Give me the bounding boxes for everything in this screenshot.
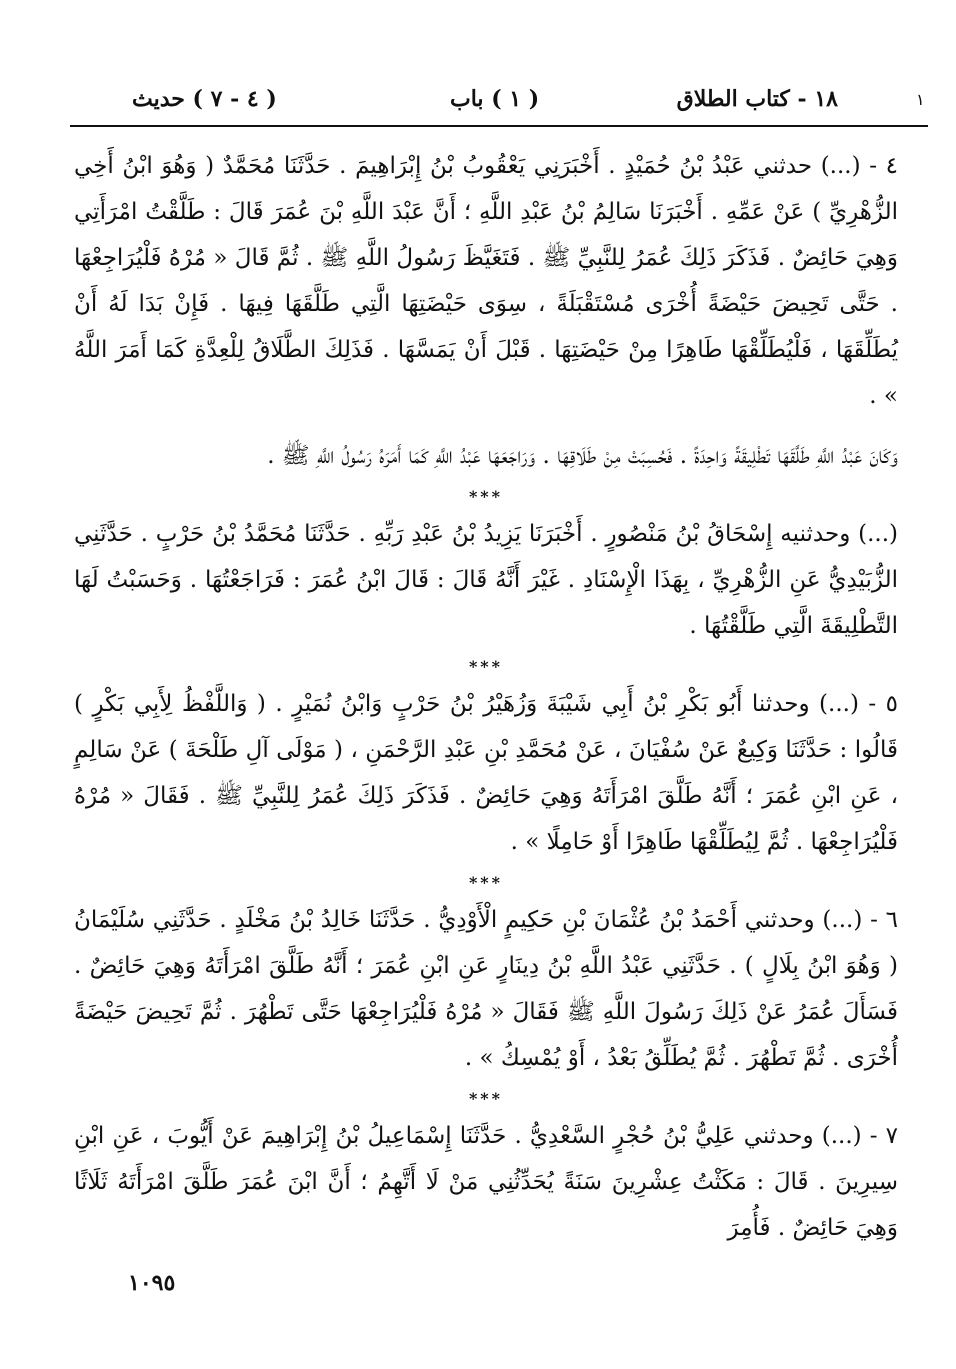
hadith-4-note-paragraph: وَكَانَ عَبْدُ اللَّهِ طَلَّقَهَا تَطْلِيقَةً وَاحِدَةً . فَحُسِبَتْ مِنْ طَلَاقِهَا . وَرَاجَعَهَا عَبْدُ اللَّهِ كَمَا أَمَرَهُ رَسُولُ اللَّهِ ﷺ . [267, 443, 898, 469]
section-separator: *** [468, 487, 504, 506]
hadith-text-body [74, 143, 898, 1265]
section-separator: *** [468, 657, 504, 676]
hadith-5-paragraph: ٥ - (...) وحدثنا أَبُو بَكْرِ بْنُ أَبِي شَيْبَةَ وَزُهَيْرُ بْنُ حَرْبٍ وَابْنُ نُمَيْرٍ . ( وَاللَّفْظُ لِأَبِي بَكْرٍ ) قَالُوا : حَدَّثَنَا وَكِيعٌ عَنْ سُفْيَانَ ، عَنْ مُحَمَّدِ بْنِ عَبْدِ الرَّحْمَنِ ، ( مَوْلَى آلِ طَلْحَةَ ) عَنْ سَالِمٍ ، عَنِ ابْنِ عُمَرَ ؛ أَنَّهُ طَلَّقَ امْرَأَتَهُ وَهِيَ حَائِضٌ . فَذَكَرَ ذَلِكَ عُمَرُ لِلنَّبِيِّ ﷺ . فَقَالَ « مُرْهُ فَلْيُرَاجِعْهَا . ثُمَّ لِيُطَلِّقْهَا طَاهِرًا أَوْ حَامِلًا » . [74, 691, 898, 855]
header-chapter: ( ١ ) باب [450, 86, 540, 112]
running-header [70, 86, 930, 120]
hadith-4-paragraph: ٤ - (...) حدثني عَبْدُ بْنُ حُمَيْدٍ . أَخْبَرَنِي يَعْقُوبُ بْنُ إِبْرَاهِيمَ . حَدَّثَنَا مُحَمَّدٌ ( وَهُوَ ابْنُ أَخِي الزُّهْرِيِّ ) عَنْ عَمِّهِ . أَخْبَرَنَا سَالِمُ بْنُ عَبْدِ اللَّهِ ؛ أَنَّ عَبْدَ اللَّهِ بْنَ عُمَرَ قَالَ : طَلَّقْتُ امْرَأَتِي وَهِيَ حَائِضٌ . فَذَكَرَ ذَلِكَ عُمَرُ لِلنَّبِيِّ ﷺ . فَتَغَيَّظَ رَسُولُ اللَّهِ ﷺ . ثُمَّ قَالَ « مُرْهُ فَلْيُرَاجِعْهَا . حَتَّى تَحِيضَ حَيْضَةً أُخْرَى مُسْتَقْبَلَةً ، سِوَى حَيْضَتِهَا الَّتِي طَلَّقَهَا فِيهَا . فَإِنْ بَدَا لَهُ أَنْ يُطَلِّقَهَا ، فَلْيُطَلِّقْهَا طَاهِرًا مِنْ حَيْضَتِهَا . قَبْلَ أَنْ يَمَسَّهَا . فَذَلِكَ الطَّلَاقُ لِلْعِدَّةِ كَمَا أَمَرَ اللَّهُ » . [74, 153, 898, 409]
section-separator: *** [468, 873, 504, 892]
page-number: ١٠٩٥ [128, 1270, 176, 1296]
hadith-6-paragraph: ٦ - (...) وحدثني أَحْمَدُ بْنُ عُثْمَانَ بْنِ حَكِيمٍ الْأَوْدِيُّ . حَدَّثَنَا خَالِدُ بْنُ مَخْلَدٍ . حَدَّثَنِي سُلَيْمَانُ ( وَهُوَ ابْنُ بِلَالٍ ) . حَدَّثَنِي عَبْدُ اللَّهِ بْنُ دِينَارٍ عَنِ ابْنِ عُمَرَ ؛ أَنَّهُ طَلَّقَ امْرَأَتَهُ وَهِيَ حَائِضٌ . فَسَأَلَ عُمَرُ عَنْ ذَلِكَ رَسُولَ اللَّهِ ﷺ فَقَالَ « مُرْهُ فَلْيُرَاجِعْهَا حَتَّى تَطْهُرَ . ثُمَّ تَحِيضَ حَيْضَةً أُخْرَى . ثُمَّ تَطْهُرَ . ثُمَّ يُطَلِّقُ بَعْدُ ، أَوْ يُمْسِكُ » . [74, 907, 898, 1071]
header-hadith-range: ( ٤ - ٧ ) حديث [132, 86, 277, 112]
hadith-7-paragraph: ٧ - (...) وحدثني عَلِيُّ بْنُ حُجْرٍ السَّعْدِيُّ . حَدَّثَنَا إِسْمَاعِيلُ بْنُ إِبْرَاهِيمَ عَنْ أَيُّوبَ ، عَنِ ابْنِ سِيرِينَ . قَالَ : مَكَثْتُ عِشْرِينَ سَنَةً يُحَدِّثُنِي مَنْ لَا أَتَّهِمُ ؛ أَنَّ ابْنَ عُمَرَ طَلَّقَ امْرَأَتَهُ ثَلَاثًا وَهِيَ حَائِضٌ . فَأُمِرَ [74, 1123, 898, 1241]
page-edge-mark: ١ [916, 90, 925, 109]
header-rule [70, 125, 928, 127]
section-separator: *** [468, 1089, 504, 1108]
hadith-4b-paragraph: (...) وحدثنيه إِسْحَاقُ بْنُ مَنْصُورٍ . أَخْبَرَنَا يَزِيدُ بْنُ عَبْدِ رَبِّهِ . حَدَّثَنَا مُحَمَّدُ بْنُ حَرْبٍ . حَدَّثَنِي الزُّبَيْدِيُّ عَنِ الزُّهْرِيِّ ، بِهَذَا الْإِسْنَادِ . غَيْرَ أَنَّهُ قَالَ : قَالَ ابْنُ عُمَرَ : فَرَاجَعْتُهَا . وَحَسَبْتُ لَهَا التَّطْلِيقَةَ الَّتِي طَلَّقْتُهَا . [74, 521, 898, 639]
header-book-title: ١٨ - كتاب الطلاق [676, 86, 838, 112]
